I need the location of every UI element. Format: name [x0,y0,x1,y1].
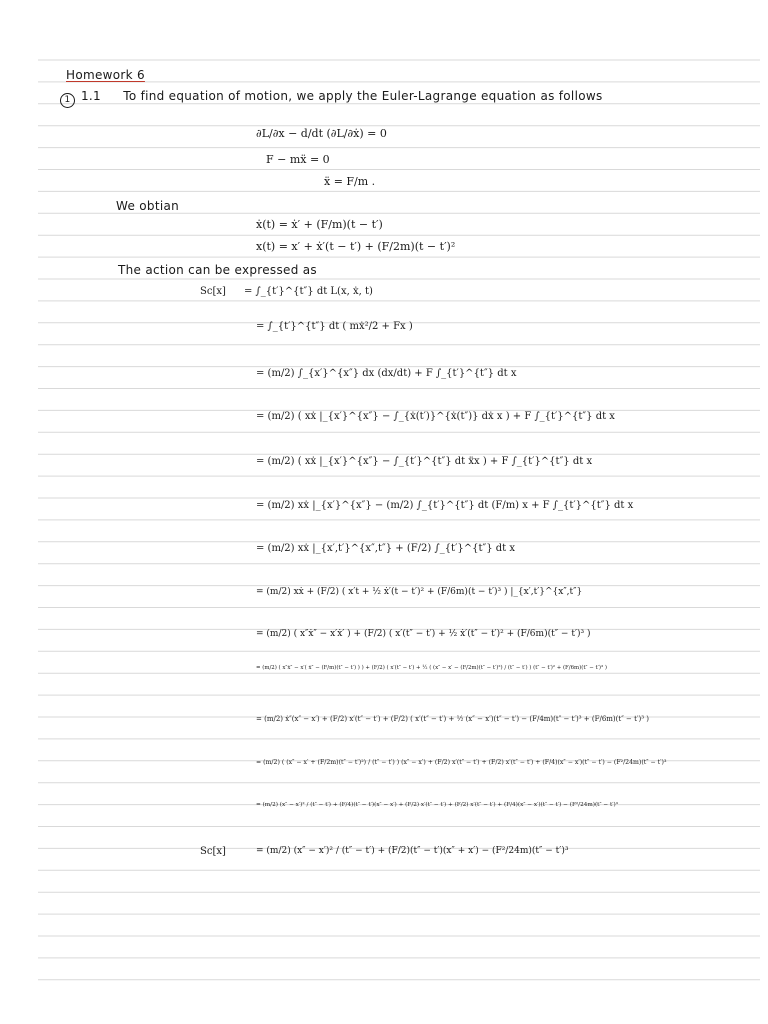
action-step-4: = (m/2) ( xẋ |_{x′}^{x″} − ∫_{ẋ(t′)}^{ẋ(t″)} dẋ x ) + F ∫_{t′}^{t″} dt x [256,411,615,422]
action-step-13: = (m/2) (x″ − x′)² / (t″ − t′) + (F/4)(t″ − t′)(x″ − x′) + (F/2) x′(t″ − t′) + (F/2) x′(t″ − t′) + (F/4)(x″ − x′)(t″ − t′) − (F²/24m)(t″ − t′)³ [256,802,619,808]
action-step-11: = (m/2) ẋ″(x″ − x′) + (F/2) x′(t″ − t′) + (F/2) ( x′(t″ − t′) + ½ (x″ − x′)(t″ − t′) − (F/4m)(t″ − t′)³ + (F/6m)(t″ − t′)³ ) [256,715,650,723]
problem-intro: To find equation of motion, we apply the Euler-Lagrange equation as follows [123,89,603,103]
action-step-1: = ∫_{t′}^{t″} dt L(x, ẋ, t) [244,286,373,297]
euler-lagrange-line-3: ẍ = F/m . [324,175,376,188]
final-action-result: = (m/2) (x″ − x′)² / (t″ − t′) + (F/2)(t″ − t′)(x″ + x′) − (F²/24m)(t″ − t′)³ [256,846,569,856]
action-step-12: = (m/2) ( (x″ − x′ + (F/2m)(t″ − t′)²) / (t″ − t′) ) (x″ − x′) + (F/2) x′(t″ − t′) + (F/2) x′(t″ − t′) + (F/4)(x″ − x′)(t″ − t′) − (F²/24m)(t″ − t′)³ [256,759,667,766]
velocity-solution: ẋ(t) = ẋ′ + (F/m)(t − t′) [256,218,383,231]
problem-number-circle: 1 [60,93,75,108]
action-step-5: = (m/2) ( xẋ |_{x′}^{x″} − ∫_{t′}^{t″} dt ẍx ) + F ∫_{t′}^{t″} dt x [256,456,593,467]
action-label: The action can be expressed as [118,263,317,277]
position-solution: x(t) = x′ + ẋ′(t − t′) + (F/2m)(t − t′)² [256,240,456,253]
problem-label: 1.1 [81,89,101,103]
problem-header [60,90,603,108]
action-step-2: = ∫_{t′}^{t″} dt ( mẋ²/2 + Fx ) [256,321,413,332]
obtain-label: We obtian [116,199,180,213]
action-lhs: Sc[x] [200,286,226,297]
euler-lagrange-line-2: F − mẍ = 0 [266,153,330,166]
action-step-10: = (m/2) ( x″ẋ″ − x′( ẋ″ − (F/m)(t″ − t′) ) ) + (F/2) ( x′(t″ − t′) + ½ ( (x″ − x′ − (F/2m)(t″ − t′)²) / (t″ − t′) ) (t″ − t′)² + (F/6m)(t″ − t′)³ ) [256,665,607,671]
euler-lagrange-line-1: ∂L/∂x − d/dt (∂L/∂ẋ) = 0 [256,127,387,140]
action-step-7: = (m/2) xẋ |_{x′,t′}^{x″,t″} + (F/2) ∫_{t′}^{t″} dt x [256,543,515,554]
action-step-6: = (m/2) xẋ |_{x′}^{x″} − (m/2) ∫_{t′}^{t″} dt (F/m) x + F ∫_{t′}^{t″} dt x [256,500,634,511]
page-title: Homework 6 [66,68,145,82]
final-action-lhs: Sc[x] [200,846,226,857]
action-step-3: = (m/2) ∫_{x′}^{x″} dx (dx/dt) + F ∫_{t′}^{t″} dt x [256,368,517,379]
action-step-9: = (m/2) ( x″ẋ″ − x′ẋ′ ) + (F/2) ( x′(t″ − t′) + ½ ẋ′(t″ − t′)² + (F/6m)(t″ − t′)³ ) [256,629,591,639]
action-step-8: = (m/2) xẋ + (F/2) ( x′t + ½ ẋ′(t − t′)² + (F/6m)(t − t′)³ ) |_{x′,t′}^{x″,t″} [256,587,583,597]
